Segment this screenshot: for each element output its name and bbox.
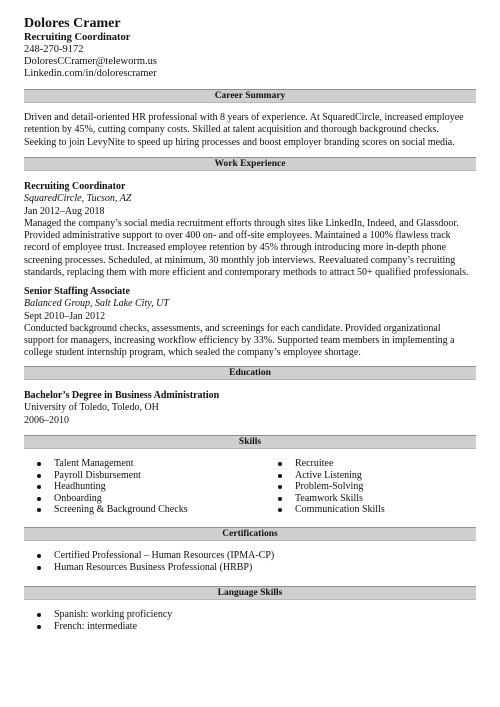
candidate-title: Recruiting Coordinator bbox=[24, 32, 131, 43]
job-company: SquaredCircle, Tucson, AZ bbox=[24, 193, 132, 205]
job-company: Balanced Group, Salt Lake City, UT bbox=[24, 298, 169, 310]
summary-line: Driven and detail-oriented HR professional with 8 years of experience. At SquaredCircle, increased employee bbox=[24, 112, 464, 123]
job-description-line: Managed the company’s social media recruitment efforts through sites like LinkedIn, Indeed, and Glassdoor. bbox=[24, 217, 459, 229]
skills-list bbox=[24, 458, 234, 516]
degree-name: Bachelor’s Degree in Business Administration bbox=[24, 390, 220, 401]
skills-list bbox=[265, 458, 475, 516]
skill-item: Communication Skills bbox=[265, 504, 475, 516]
candidate-name: Dolores Cramer bbox=[24, 16, 121, 31]
skill-item: Teamwork Skills bbox=[265, 493, 475, 505]
language-item: French: intermediate bbox=[24, 621, 476, 633]
job-description-line: college student internship program, which sealed the company’s employee shortage. bbox=[24, 347, 361, 359]
job-description-line: Conducted background checks, assessments, and screenings for each candidate. Provided organizational bbox=[24, 322, 441, 334]
job-description-line: screening processes. Scheduled, at minimum, 30 monthly job interviews. Reevaluated company’s recruiting bbox=[24, 254, 456, 266]
language-skills-heading: Language Skills bbox=[24, 586, 476, 600]
skill-item: Active Listening bbox=[265, 470, 475, 482]
language-list bbox=[24, 609, 476, 632]
certification-item: Certified Professional – Human Resources (IPMA-CP) bbox=[24, 550, 476, 562]
job-dates: Sept 2010–Jan 2012 bbox=[24, 310, 106, 322]
skill-item: Screening & Background Checks bbox=[24, 504, 234, 516]
language-skills-section bbox=[24, 609, 476, 632]
summary-line: retention by 45%, cutting company costs. Skilled at talent acquisition and thorough background checks. bbox=[24, 124, 439, 136]
language-item: Spanish: working proficiency bbox=[24, 609, 476, 621]
skills-left-column bbox=[24, 458, 234, 516]
skills-heading: Skills bbox=[24, 435, 476, 449]
job-title: Senior Staffing Associate bbox=[24, 286, 130, 297]
skill-item: Recruitee bbox=[265, 458, 475, 470]
phone-number: 248-270-9172 bbox=[24, 44, 84, 55]
skills-right-column bbox=[265, 458, 475, 516]
linkedin-url[interactable]: Linkedin.com/in/dolorescramer bbox=[24, 68, 157, 79]
job-entry bbox=[24, 286, 476, 360]
certifications-section bbox=[24, 550, 476, 573]
career-summary-heading: Career Summary bbox=[24, 89, 476, 103]
certification-item: Human Resources Business Professional (HRBP) bbox=[24, 562, 476, 574]
education-entry bbox=[24, 390, 476, 427]
job-description-line: Provided administrative support to over 400 on- and off-site employees. Maintained a 100% flawless track bbox=[24, 230, 451, 242]
resume-header bbox=[24, 16, 157, 80]
skill-item: Talent Management bbox=[24, 458, 234, 470]
certifications-list bbox=[24, 550, 476, 573]
job-dates: Jan 2012–Aug 2018 bbox=[24, 205, 105, 217]
job-title: Recruiting Coordinator bbox=[24, 181, 126, 192]
summary-line: Seeking to join LevyNite to speed up hiring processes and boost employer branding scores on social media. bbox=[24, 136, 455, 148]
job-description-line: standards, replacing them with more efficient and contemporary methods to attract 50+ qualified professionals. bbox=[24, 267, 469, 279]
email-address[interactable]: DoloresCCramer@teleworm.us bbox=[24, 56, 158, 67]
skill-item: Problem-Solving bbox=[265, 481, 475, 493]
work-experience-heading: Work Experience bbox=[24, 157, 476, 171]
skill-item: Payroll Disbursement bbox=[24, 470, 234, 482]
skill-item: Headhunting bbox=[24, 481, 234, 493]
education-dates: 2006–2010 bbox=[24, 414, 69, 426]
career-summary-text bbox=[24, 112, 476, 149]
school-name: University of Toledo, Toledo, OH bbox=[24, 402, 159, 414]
job-entry bbox=[24, 181, 476, 279]
job-description-line: record of employee trust. Increased employee retention by 45% through introducing more in-depth phone bbox=[24, 242, 447, 254]
certifications-heading: Certifications bbox=[24, 527, 476, 541]
job-description-line: support for managers, increasing workflow efficiency by 33%. Supported team members in implementing a bbox=[24, 335, 455, 347]
skill-item: Onboarding bbox=[24, 493, 234, 505]
education-heading: Education bbox=[24, 366, 476, 380]
